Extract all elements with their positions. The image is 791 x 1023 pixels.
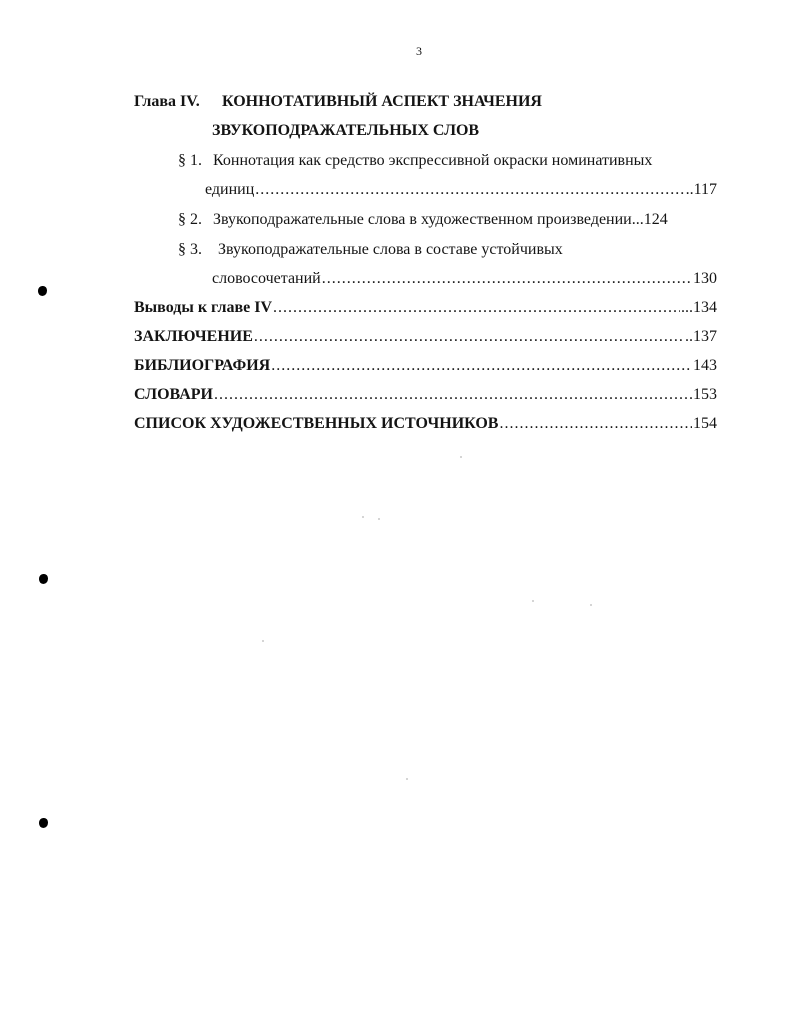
entry-dictionaries: [134, 385, 717, 405]
dot-leader: [271, 356, 692, 376]
section-1-marker: § 1.: [178, 152, 202, 169]
entry-title: СПИСОК ХУДОЖЕСТВЕННЫХ ИСТОЧНИКОВ: [134, 415, 499, 432]
section-3-title: Звукоподражательные слова в составе устойчивых: [218, 241, 563, 258]
dot-leader: [255, 180, 684, 200]
scan-speck: [406, 778, 408, 780]
entry-page: 154: [693, 415, 717, 432]
scan-speck: [262, 640, 264, 642]
entry-conclusion: [134, 327, 717, 347]
dot-leader: [322, 269, 692, 289]
scan-speck: [362, 516, 364, 518]
scan-speck: [378, 518, 380, 520]
section-2-entry: [213, 210, 717, 230]
entry-title: Выводы к главе IV: [134, 299, 272, 316]
section-3-entry: [212, 269, 717, 289]
entry-page: ...134: [681, 299, 717, 316]
chapter-title-line2: ЗВУКОПОДРАЖАТЕЛЬНЫХ СЛОВ: [212, 122, 480, 139]
section-2-page: ...124: [631, 211, 668, 228]
section-3-marker: § 3.: [178, 241, 202, 258]
binder-hole-mark: [39, 818, 48, 828]
entry-conclusions-chapter4: [134, 298, 717, 318]
dot-leader: [214, 385, 692, 405]
entry-title: ЗАКЛЮЧЕНИЕ: [134, 328, 253, 345]
section-1-title-cont: единиц: [205, 181, 255, 198]
entry-title: БИБЛИОГРАФИЯ: [134, 357, 271, 374]
scan-speck: [590, 604, 592, 606]
chapter-title-line1: КОННОТАТИВНЫЙ АСПЕКТ ЗНАЧЕНИЯ: [222, 93, 542, 110]
entry-page: 143: [693, 357, 717, 374]
entry-page: ..137: [685, 328, 717, 345]
section-2-marker: § 2.: [178, 211, 202, 228]
dot-leader: [499, 414, 692, 434]
dot-leader: [273, 298, 680, 318]
entry-title: СЛОВАРИ: [134, 386, 213, 403]
section-2-title: Звукоподражательные слова в художественном произведении: [213, 211, 632, 228]
section-3-title-cont: словосочетаний: [212, 270, 321, 287]
binder-hole-mark: [38, 286, 47, 296]
dot-leader: [254, 327, 684, 347]
scan-speck: [460, 456, 462, 458]
section-1-entry: [205, 180, 717, 200]
section-1-title: Коннотация как средство экспрессивной окраски номинативных: [213, 152, 653, 169]
section-1-page: ..117: [685, 181, 717, 198]
page-number: 3: [416, 44, 422, 58]
entry-page: 153: [693, 386, 717, 403]
entry-literary-sources: [134, 414, 717, 434]
section-3-page: 130: [693, 270, 717, 287]
scan-speck: [532, 600, 534, 602]
binder-hole-mark: [39, 574, 48, 584]
entry-bibliography: [134, 356, 717, 376]
chapter-label: Глава IV.: [134, 93, 200, 110]
